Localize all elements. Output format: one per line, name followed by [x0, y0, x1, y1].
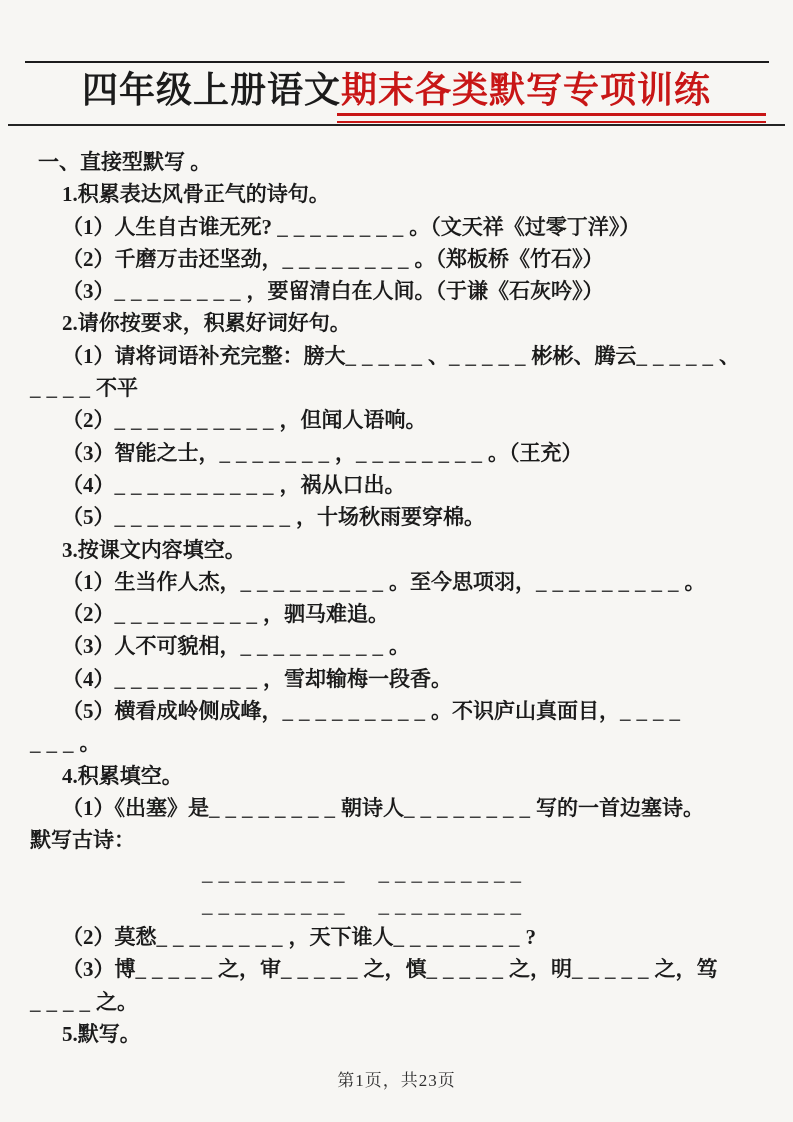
- text-run: （3）: [62, 279, 115, 304]
- text-run: （2）莫愁: [62, 925, 157, 950]
- fill-in-blank: _____: [135, 957, 218, 982]
- title-topic-part: [341, 62, 711, 113]
- text-run: 彬彬、腾云: [531, 343, 637, 368]
- text-run: ?: [525, 925, 536, 950]
- fill-in-blank: ___: [30, 731, 80, 756]
- text-run: ，: [335, 440, 356, 465]
- fill-in-blank: _________: [202, 892, 351, 917]
- fill-in-blank: ________: [156, 925, 289, 950]
- worksheet-line: [30, 630, 763, 662]
- text-run: 朝诗人: [341, 795, 404, 820]
- text-run: ，十场秋雨要穿棉。: [296, 505, 485, 530]
- text-run: 不平: [96, 376, 138, 401]
- text-run: 。（王充）: [488, 440, 583, 465]
- title-topic-text: 期末各类默写专项训练: [341, 70, 712, 110]
- text-run: 之，明: [509, 957, 572, 982]
- text-run: （2）: [62, 602, 115, 627]
- worksheet-line: [30, 824, 763, 856]
- text-run: 2.请你按要求，积累好词好句。: [62, 311, 351, 336]
- fill-in-blank: _____: [449, 343, 532, 368]
- worksheet-line: [30, 663, 763, 695]
- text-run: ，驷马难追。: [263, 602, 389, 627]
- fill-in-blank: ________: [282, 246, 415, 271]
- text-run: 写的一首边塞诗。: [536, 795, 704, 820]
- worksheet-body: [30, 146, 763, 1050]
- fill-in-blank: __________: [114, 472, 280, 497]
- worksheet-line: [30, 404, 763, 436]
- fill-in-blank: _________: [114, 666, 263, 691]
- worksheet-line: [30, 340, 763, 372]
- fill-in-blank: _________: [114, 602, 263, 627]
- text-run: （3）博: [62, 957, 136, 982]
- fill-in-blank: ________: [393, 925, 526, 950]
- fill-in-blank: _________: [378, 860, 527, 885]
- worksheet-line: [30, 307, 763, 339]
- worksheet-line: [30, 857, 763, 889]
- text-run: 、: [428, 343, 449, 368]
- fill-in-blank: _________: [378, 892, 527, 917]
- fill-in-blank: __________: [114, 408, 280, 433]
- worksheet-line: [30, 921, 763, 953]
- text-run: ，祸从口出。: [279, 472, 406, 497]
- worksheet-line: [30, 727, 763, 759]
- title-course-part: 四年级上册语文: [81, 70, 341, 110]
- worksheet-line: [30, 178, 763, 210]
- text-run: ，但闻人语响。: [279, 408, 427, 433]
- text-run: 3.按课文内容填空。: [62, 537, 246, 562]
- text-run: ，要留清白在人间。（于谦《石灰吟》）: [246, 279, 604, 304]
- worksheet-line: [30, 146, 763, 178]
- worksheet-line: [30, 598, 763, 630]
- text-run: （4）: [62, 666, 115, 691]
- worksheet-line: [30, 566, 763, 598]
- worksheet-line: [30, 469, 763, 501]
- fill-in-blank: _______: [219, 440, 335, 465]
- text-run: 。: [79, 731, 101, 756]
- fill-in-blank: _________: [202, 860, 351, 885]
- title-red-double-underline: [337, 113, 766, 123]
- text-run: （1）《出塞》是: [62, 795, 209, 820]
- worksheet-line: [30, 372, 763, 404]
- header-bottom-rule: [8, 124, 785, 126]
- text-run: （1）生当作人杰，: [62, 569, 241, 594]
- text-run: 。（文天祥《过零丁洋》）: [409, 214, 641, 239]
- fill-in-blank: _____: [426, 957, 509, 982]
- text-run: 。: [389, 634, 410, 659]
- text-run: 。（郑板桥《竹石》）: [414, 246, 604, 271]
- text-run: （1）人生自古谁无死?: [62, 214, 278, 239]
- text-run: ，雪却输梅一段香。: [263, 666, 452, 691]
- text-run: 默写古诗：: [30, 828, 135, 853]
- fill-in-blank: ____: [620, 699, 686, 724]
- text-run: 。: [684, 569, 706, 594]
- text-run: （3）智能之士，: [62, 440, 220, 465]
- worksheet-line: [30, 986, 763, 1018]
- page-number: 第1页，共23页: [337, 1071, 456, 1090]
- text-run: （2）千磨万击还坚劲，: [62, 246, 283, 271]
- text-run: 之，审: [218, 957, 281, 982]
- fill-in-blank: ________: [114, 279, 247, 304]
- worksheet-line: [30, 953, 763, 985]
- text-run: 之。: [96, 989, 138, 1014]
- worksheet-line: [30, 534, 763, 566]
- worksheet-line: [30, 501, 763, 533]
- text-run: 。至今思项羽，: [389, 569, 536, 594]
- text-run: （4）: [62, 472, 115, 497]
- fill-in-blank: _____: [636, 343, 719, 368]
- text-run: （3）人不可貌相，: [62, 634, 241, 659]
- worksheet-line: [30, 243, 763, 275]
- fill-in-blank: ________: [356, 440, 488, 465]
- text-run: 、: [719, 343, 740, 368]
- text-run: 。不识庐山真面目，: [431, 699, 620, 724]
- text-run: 5.默写。: [62, 1022, 141, 1047]
- fill-in-blank: _____: [345, 343, 428, 368]
- fill-in-blank: _________: [536, 569, 685, 594]
- page-title: [0, 62, 793, 113]
- fill-in-blank: ________: [209, 795, 341, 820]
- worksheet-line: [30, 760, 763, 792]
- fill-in-blank: _____: [572, 957, 655, 982]
- worksheet-line: [30, 211, 763, 243]
- fill-in-blank: _____: [281, 957, 364, 982]
- worksheet-line: [30, 889, 763, 921]
- text-run: （5）横看成岭侧成峰，: [62, 699, 283, 724]
- fill-in-blank: ____: [30, 989, 96, 1014]
- text-run: 4.积累填空。: [62, 763, 183, 788]
- text-run: 一、直接型默写 。: [38, 150, 212, 174]
- fill-in-blank: _________: [240, 569, 389, 594]
- fill-in-blank: ___________: [114, 505, 296, 530]
- fill-in-blank: ____: [30, 376, 96, 401]
- worksheet-line: [30, 792, 763, 824]
- worksheet-line: [30, 437, 763, 469]
- text-run: （1）请将词语补充完整：膀大: [62, 343, 346, 368]
- text-run: （2）: [62, 408, 115, 433]
- fill-in-blank: ________: [404, 795, 536, 820]
- fill-in-blank: _________: [282, 699, 431, 724]
- fill-in-blank: ________: [277, 214, 410, 239]
- text-run: 1.积累表达风骨正气的诗句。: [62, 182, 330, 207]
- text-run: （5）: [62, 505, 115, 530]
- worksheet-line: [30, 1018, 763, 1050]
- fill-in-blank: _________: [240, 634, 389, 659]
- text-run: 之，笃: [654, 957, 718, 982]
- worksheet-line: [30, 275, 763, 307]
- text-run: ，天下谁人: [288, 925, 394, 950]
- worksheet-line: [30, 695, 763, 727]
- text-run: 之，慎: [363, 957, 427, 982]
